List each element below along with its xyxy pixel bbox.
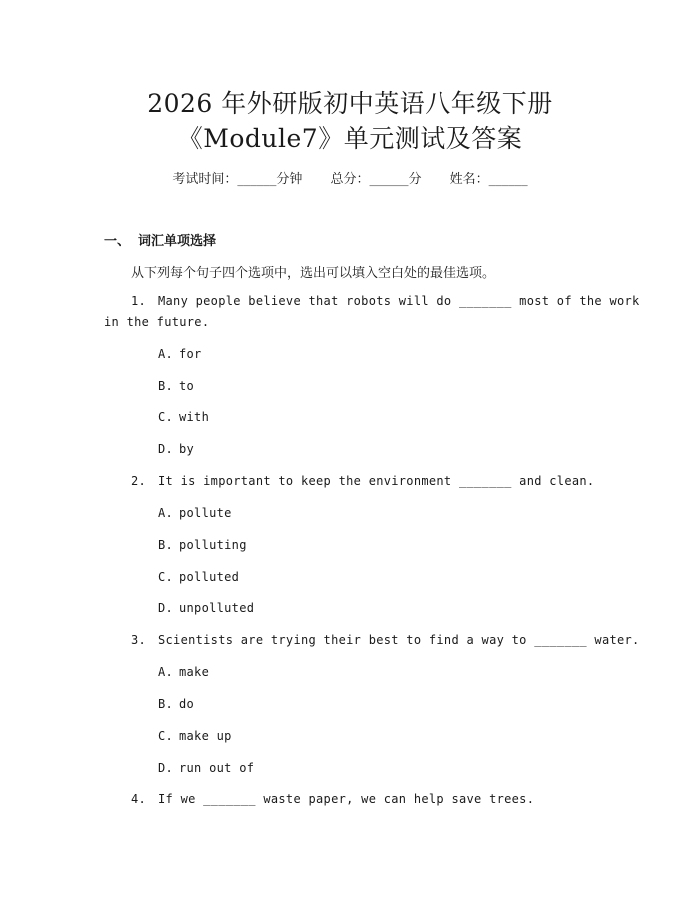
option-letter: D. bbox=[158, 442, 174, 456]
option-c bbox=[158, 729, 232, 743]
option-letter: A. bbox=[158, 506, 174, 520]
option-letter: B. bbox=[158, 538, 174, 552]
question-1-continuation: in the future. bbox=[104, 315, 210, 329]
option-letter: D. bbox=[158, 761, 174, 775]
option-text: polluting bbox=[179, 538, 247, 552]
option-text: pollute bbox=[179, 506, 232, 520]
option-a bbox=[158, 347, 202, 361]
question-number: 4. bbox=[131, 792, 147, 806]
question-text: Scientists are trying their best to find a way to _______ water. bbox=[158, 633, 640, 647]
option-text: make up bbox=[179, 729, 232, 743]
option-b bbox=[158, 697, 194, 711]
document-title-line-1: 2026 年外研版初中英语八年级下册 bbox=[147, 89, 553, 118]
option-a bbox=[158, 506, 232, 520]
question-text: It is important to keep the environment _______ and clean. bbox=[158, 474, 595, 488]
exam-name-field: 姓名：______ bbox=[449, 172, 528, 187]
option-letter: B. bbox=[158, 379, 174, 393]
option-text: do bbox=[179, 697, 195, 711]
section-instructions: 从下列每个句子四个选项中，选出可以填入空白处的最佳选项。 bbox=[131, 266, 496, 281]
option-d bbox=[158, 761, 254, 775]
exam-time-field: 考试时间：______分钟 bbox=[172, 172, 303, 187]
document-title-line-2: 《Module7》单元测试及答案 bbox=[177, 124, 523, 153]
option-letter: D. bbox=[158, 601, 174, 615]
question-2 bbox=[131, 474, 594, 488]
option-d bbox=[158, 601, 254, 615]
question-text: Many people believe that robots will do _______ most of the work bbox=[158, 294, 640, 308]
question-text: If we _______ waste paper, we can help save trees. bbox=[158, 792, 535, 806]
section-number: 一、 bbox=[104, 234, 131, 249]
question-number: 1. bbox=[131, 294, 147, 308]
option-text: to bbox=[179, 379, 195, 393]
option-d bbox=[158, 442, 194, 456]
option-letter: A. bbox=[158, 665, 174, 679]
option-a bbox=[158, 665, 209, 679]
section-heading bbox=[104, 230, 216, 249]
question-number: 3. bbox=[131, 633, 147, 647]
option-text: make bbox=[179, 665, 210, 679]
question-number: 2. bbox=[131, 474, 147, 488]
exam-info bbox=[0, 168, 700, 187]
option-letter: C. bbox=[158, 410, 174, 424]
option-letter: C. bbox=[158, 570, 174, 584]
option-letter: A. bbox=[158, 347, 174, 361]
question-1 bbox=[131, 294, 640, 308]
option-letter: C. bbox=[158, 729, 174, 743]
section-title: 词汇单项选择 bbox=[138, 234, 217, 249]
option-text: by bbox=[179, 442, 195, 456]
option-c bbox=[158, 410, 209, 424]
question-4 bbox=[131, 792, 534, 806]
option-text: for bbox=[179, 347, 202, 361]
option-text: run out of bbox=[179, 761, 255, 775]
question-3 bbox=[131, 633, 640, 647]
option-c bbox=[158, 570, 239, 584]
option-b bbox=[158, 379, 194, 393]
exam-score-field: 总分：______分 bbox=[330, 172, 422, 187]
option-letter: B. bbox=[158, 697, 174, 711]
option-text: unpolluted bbox=[179, 601, 255, 615]
option-text: polluted bbox=[179, 570, 240, 584]
option-text: with bbox=[179, 410, 210, 424]
option-b bbox=[158, 538, 247, 552]
